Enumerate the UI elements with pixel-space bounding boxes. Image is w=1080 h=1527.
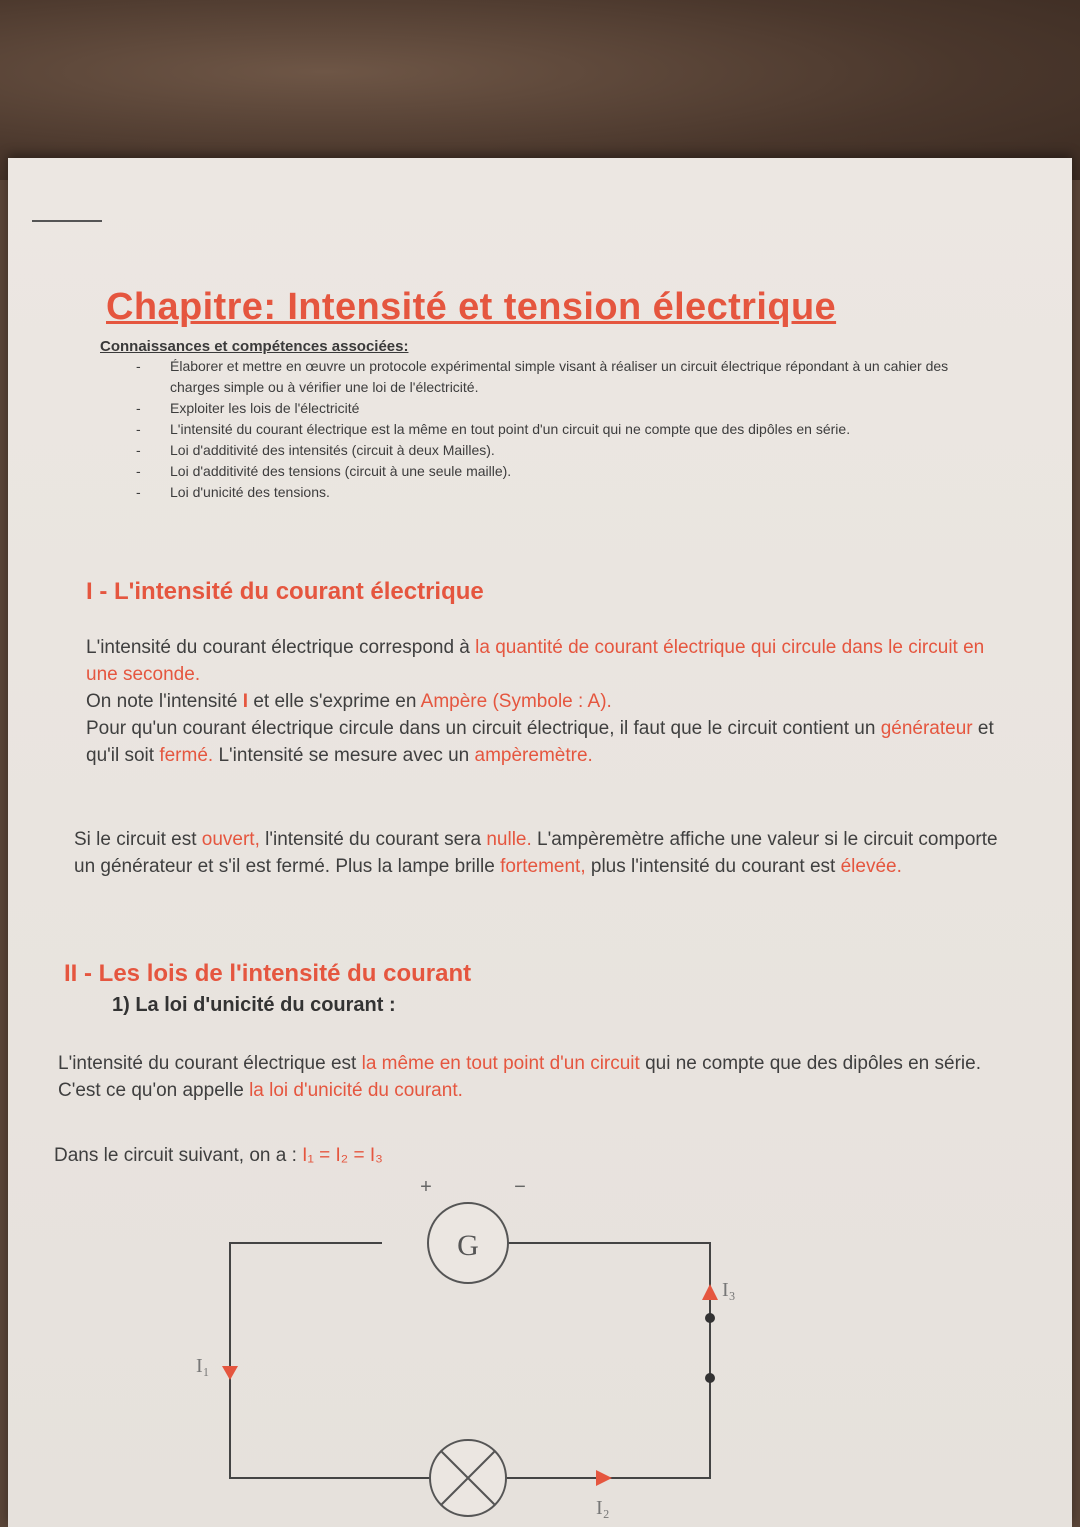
arrow-i1	[222, 1366, 238, 1380]
minus-sign: −	[514, 1176, 526, 1198]
arrow-i2	[596, 1470, 612, 1486]
list-item: - Exploiter les lois de l'électricité	[120, 398, 980, 419]
subsection-title: 1) La loi d'unicité du courant :	[112, 994, 396, 1016]
section-1-paragraph-1: L'intensité du courant électrique correspond à la quantité de courant électrique qui circule dans le circuit en une seconde. On note l'intensité I et elle s'exprime en Ampère (Symbole : A). Pour qu'un courant électrique circule dans un circuit électrique, il faut que le circuit contient un générateur et qu'il soit fermé. L'intensité se mesure avec un ampèremètre.	[86, 637, 994, 766]
section-2-title: II - Les lois de l'intensité du courant	[64, 960, 472, 987]
photo-background	[0, 0, 1080, 180]
wire-left	[230, 1243, 430, 1478]
section-2-paragraph-1: L'intensité du courant électrique est la même en tout point d'un circuit qui ne compte que des dipôles en série. C'est ce qu'on appelle la loi d'unicité du courant.	[58, 1053, 981, 1101]
list-item: - Loi d'unicité des tensions.	[120, 482, 980, 503]
section-2-paragraph-2: Dans le circuit suivant, on a : I₁ = I₂ = I₃	[54, 1145, 383, 1166]
circuit-diagram	[158, 1158, 778, 1518]
label-i1: I₁	[196, 1355, 210, 1377]
arrow-i3	[702, 1284, 718, 1300]
skills-list	[120, 356, 980, 503]
generator-label: G	[457, 1229, 479, 1262]
list-item: - Élaborer et mettre en œuvre un protocole expérimental simple visant à réaliser un circuit électrique répondant à un cahier des charges simple ou à vérifier une loi de l'électricité.	[120, 356, 980, 398]
paper-sheet	[8, 158, 1072, 1527]
section-1-paragraph-2: Si le circuit est ouvert, l'intensité du courant sera nulle. L'ampèremètre affiche une valeur si le circuit comporte un générateur et s'il est fermé. Plus la lampe brille fortement, plus l'intensité du courant est élevée.	[74, 829, 998, 877]
list-item: - Loi d'additivité des intensités (circuit à deux Mailles).	[120, 440, 980, 461]
list-item: - L'intensité du courant électrique est la même en tout point d'un circuit qui ne compte que des dipôles en série.	[120, 419, 980, 440]
contact-dot	[705, 1313, 715, 1323]
margin-mark	[32, 220, 102, 222]
section-1-title: I - L'intensité du courant électrique	[86, 578, 484, 605]
plus-sign: +	[420, 1176, 432, 1198]
skills-heading: Connaissances et compétences associées:	[100, 338, 409, 355]
label-i3: I₃	[722, 1279, 736, 1301]
chapter-title: Chapitre: Intensité et tension électrique	[106, 286, 837, 328]
label-i2: I₂	[596, 1497, 610, 1518]
contact-dot	[705, 1373, 715, 1383]
list-item: - Loi d'additivité des tensions (circuit à une seule maille).	[120, 461, 980, 482]
